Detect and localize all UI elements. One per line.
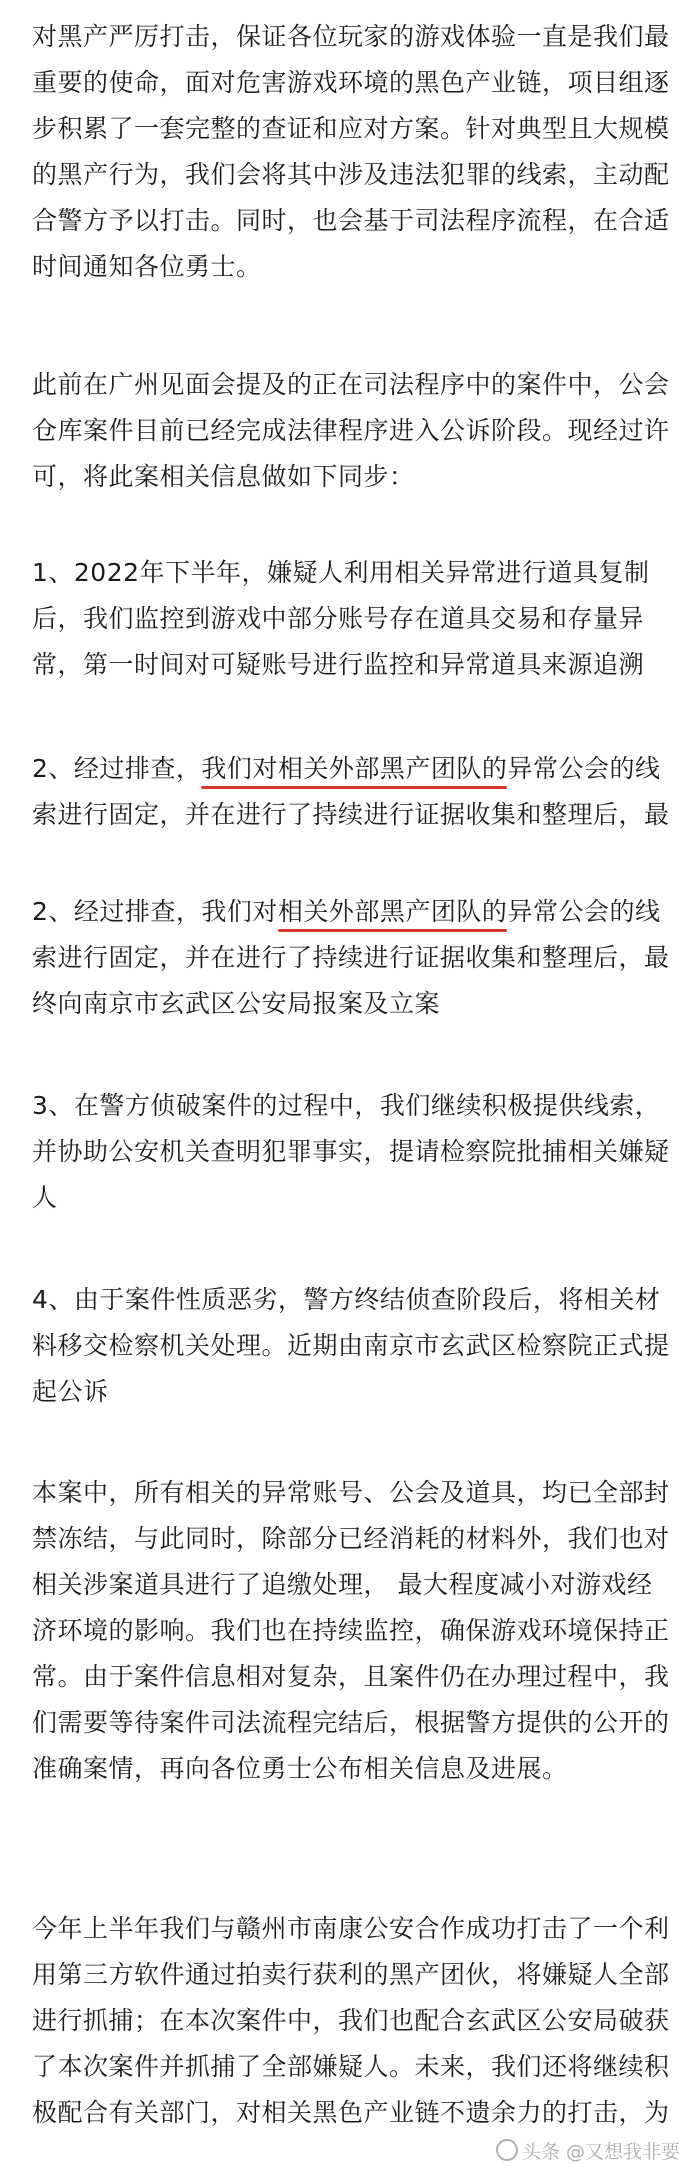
text-line: 人 [32, 1183, 58, 1212]
text-line [32, 746, 672, 792]
text-segment: 2、经过排查， [32, 754, 202, 783]
paragraph-item-2-crop-a [32, 746, 672, 838]
text-line: 济环境的影响。我们也在持续监控，确保游戏环境保持正 [32, 1616, 670, 1645]
watermark-logo-icon [496, 2139, 518, 2161]
text-line: 合警方予以打击。同时，也会基于司法程序流程，在合适 [32, 206, 670, 235]
text-segment: 异常公会的线 [507, 897, 661, 926]
text-line: 1、2022年下半年，嫌疑人利用相关异常进行道具复制 [32, 558, 650, 587]
text-line: 后，我们监控到游戏中部分账号存在道具交易和存量异 [32, 604, 645, 633]
text-line: 们需要等待案件司法流程完结后，根据警方提供的公开的 [32, 1708, 670, 1737]
text-line: 常，第一时间对可疑账号进行监控和异常道具来源追溯 [32, 650, 645, 679]
text-line: 4、由于案件性质恶劣，警方终结侦查阶段后，将相关材 [32, 1285, 661, 1314]
paragraph-future-plans [32, 1906, 672, 2136]
text-line: 用第三方软件通过拍卖行获利的黑产团伙，将嫌疑人全部 [32, 1960, 670, 1989]
text-line: 时间通知各位勇士。 [32, 252, 262, 281]
text-line: 索进行固定，并在进行了持续进行证据收集和整理后，最 [32, 943, 670, 972]
text-line [32, 889, 672, 935]
text-line: 3、在警方侦破案件的过程中，我们继续积极提供线索， [32, 1091, 661, 1120]
text-line: 索进行固定，并在进行了持续进行证据收集和整理后，最 [32, 800, 670, 829]
text-segment: 2、经过排查，我们对 [32, 897, 278, 926]
text-line: 了本次案件并抓捕了全部嫌疑人。未来，我们还将继续积 [32, 2052, 670, 2081]
text-line: 对黑产严厉打击，保证各位玩家的游戏体验一直是我们最 [32, 22, 670, 51]
red-underlined-text: 相关外部黑产团队的 [277, 897, 508, 926]
text-line: 终向南京市玄武区公安局报案及立案 [32, 989, 441, 1018]
text-line: 料移交检察机关处理。近期由南京市玄武区检察院正式提 [32, 1331, 670, 1360]
paragraph-case-background [32, 362, 672, 500]
watermark-text: 头条 @又想我非要 [521, 2141, 680, 2163]
text-line: 重要的使命，面对危害游戏环境的黑色产业链，项目组逐 [32, 68, 670, 97]
text-line: 今年上半年我们与赣州市南康公安合作成功打击了一个利 [32, 1914, 670, 1943]
text-line: 步积累了一套完整的查证和应对方案。针对典型且大规模 [32, 114, 670, 143]
text-line: 的黑产行为，我们会将其中涉及违法犯罪的线索，主动配 [32, 160, 670, 189]
text-line: 禁冻结，与此同时，除部分已经消耗的材料外，我们也对 [32, 1524, 670, 1553]
paragraph-item-1 [32, 550, 672, 688]
watermark [496, 2137, 680, 2164]
paragraph-item-4 [32, 1277, 672, 1415]
text-line: 准确案情，再向各位勇士公布相关信息及进展。 [32, 1754, 568, 1783]
text-line: 并协助公安机关查明犯罪事实，提请检察院批捕相关嫌疑 [32, 1137, 670, 1166]
red-underlined-text: 我们对相关外部黑产团队的 [201, 754, 508, 783]
text-line: 常。由于案件信息相对复杂，且案件仍在办理过程中，我 [32, 1662, 670, 1691]
paragraph-item-3 [32, 1083, 672, 1221]
text-line: 本案中，所有相关的异常账号、公会及道具，均已全部封 [32, 1478, 670, 1507]
paragraph-item-2-crop-b [32, 889, 672, 1027]
text-line: 进行抓捕；在本次案件中，我们也配合玄武区公安局破获 [32, 2006, 670, 2035]
paragraph-intro [32, 14, 672, 290]
paragraph-case-summary [32, 1470, 672, 1792]
text-line: 可，将此案相关信息做如下同步： [32, 462, 415, 491]
text-line: 极配合有关部门，对相关黑色产业链不遗余力的打击，为 [32, 2098, 670, 2127]
text-segment: 异常公会的线 [507, 754, 661, 783]
text-line: 此前在广州见面会提及的正在司法程序中的案件中，公会 [32, 370, 670, 399]
text-line: 仓库案件目前已经完成法律程序进入公诉阶段。现经过许 [32, 416, 670, 445]
text-line: 起公诉 [32, 1377, 109, 1406]
text-line: 相关涉案道具进行了追缴处理， 最大程度减小对游戏经 [32, 1570, 653, 1599]
